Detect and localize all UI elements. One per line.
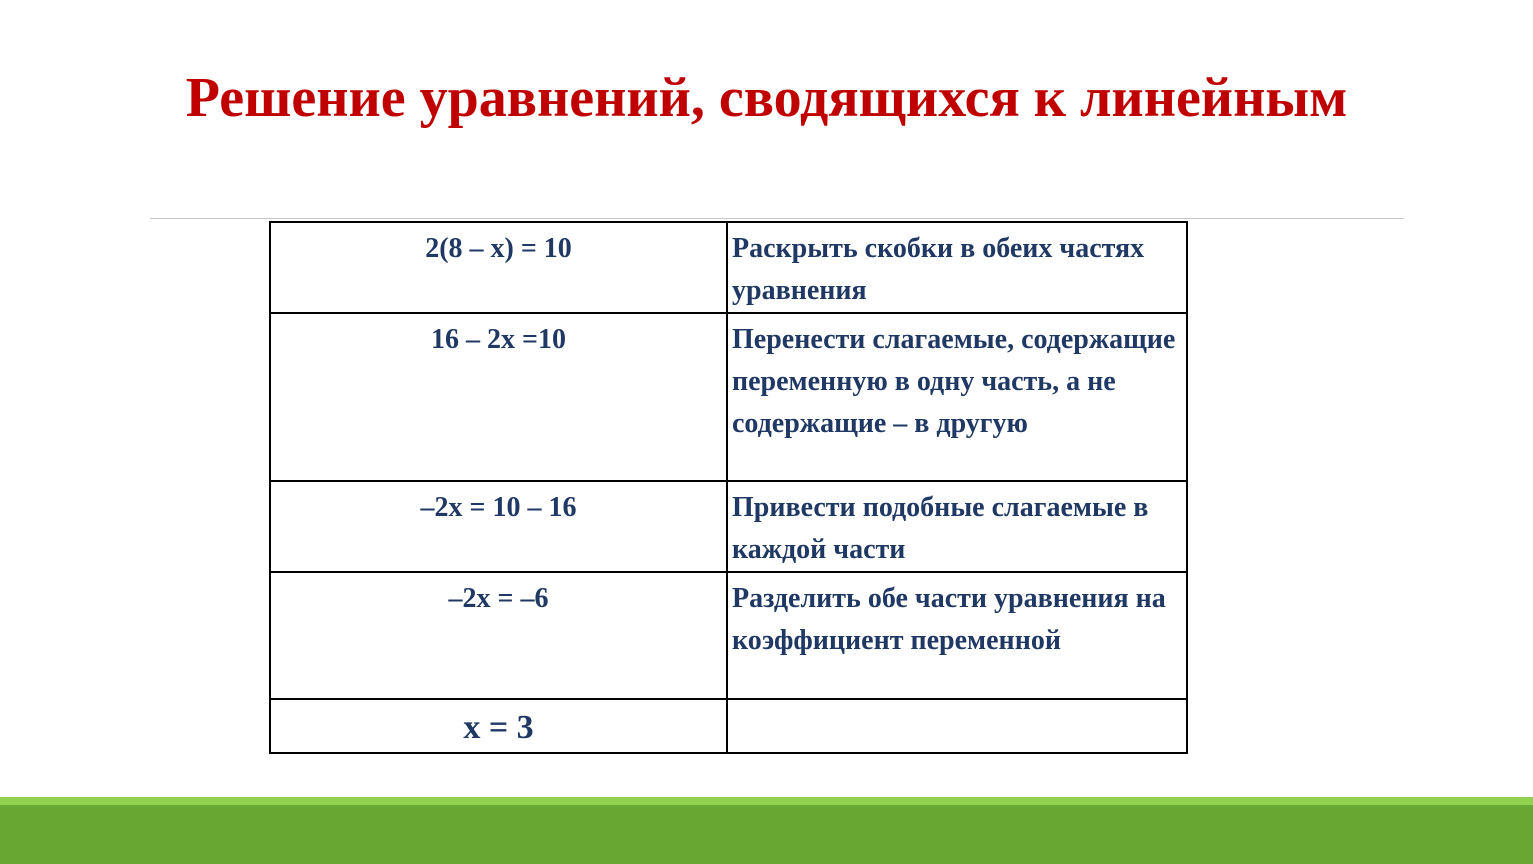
equation-cell: –2x = 10 – 16 xyxy=(270,481,727,572)
slide-title: Решение уравнений, сводящихся к линейным xyxy=(185,67,1348,129)
explanation-cell: Перенести слагаемые, содержащие переменную в одну часть, а не содержащие – в другую xyxy=(727,313,1187,481)
footer-bar xyxy=(0,805,1533,864)
explanation-cell: Разделить обе части уравнения на коэффициент переменной xyxy=(727,572,1187,699)
explanation-cell: Привести подобные слагаемые в каждой части xyxy=(727,481,1187,572)
explanation-cell: Раскрыть скобки в обеих частях уравнения xyxy=(727,222,1187,313)
table-row xyxy=(270,699,1187,753)
table-row xyxy=(270,572,1187,699)
footer-accent-stripe xyxy=(0,797,1533,805)
equation-cell: 2(8 – x) = 10 xyxy=(270,222,727,313)
table-row xyxy=(270,222,1187,313)
equation-cell: –2x = –6 xyxy=(270,572,727,699)
answer-cell: x = 3 xyxy=(270,699,727,753)
table-row xyxy=(270,313,1187,481)
table-row xyxy=(270,481,1187,572)
solution-steps-table xyxy=(269,221,1188,754)
equation-cell: 16 – 2x =10 xyxy=(270,313,727,481)
title-divider xyxy=(150,218,1404,219)
explanation-cell-empty xyxy=(727,699,1187,753)
